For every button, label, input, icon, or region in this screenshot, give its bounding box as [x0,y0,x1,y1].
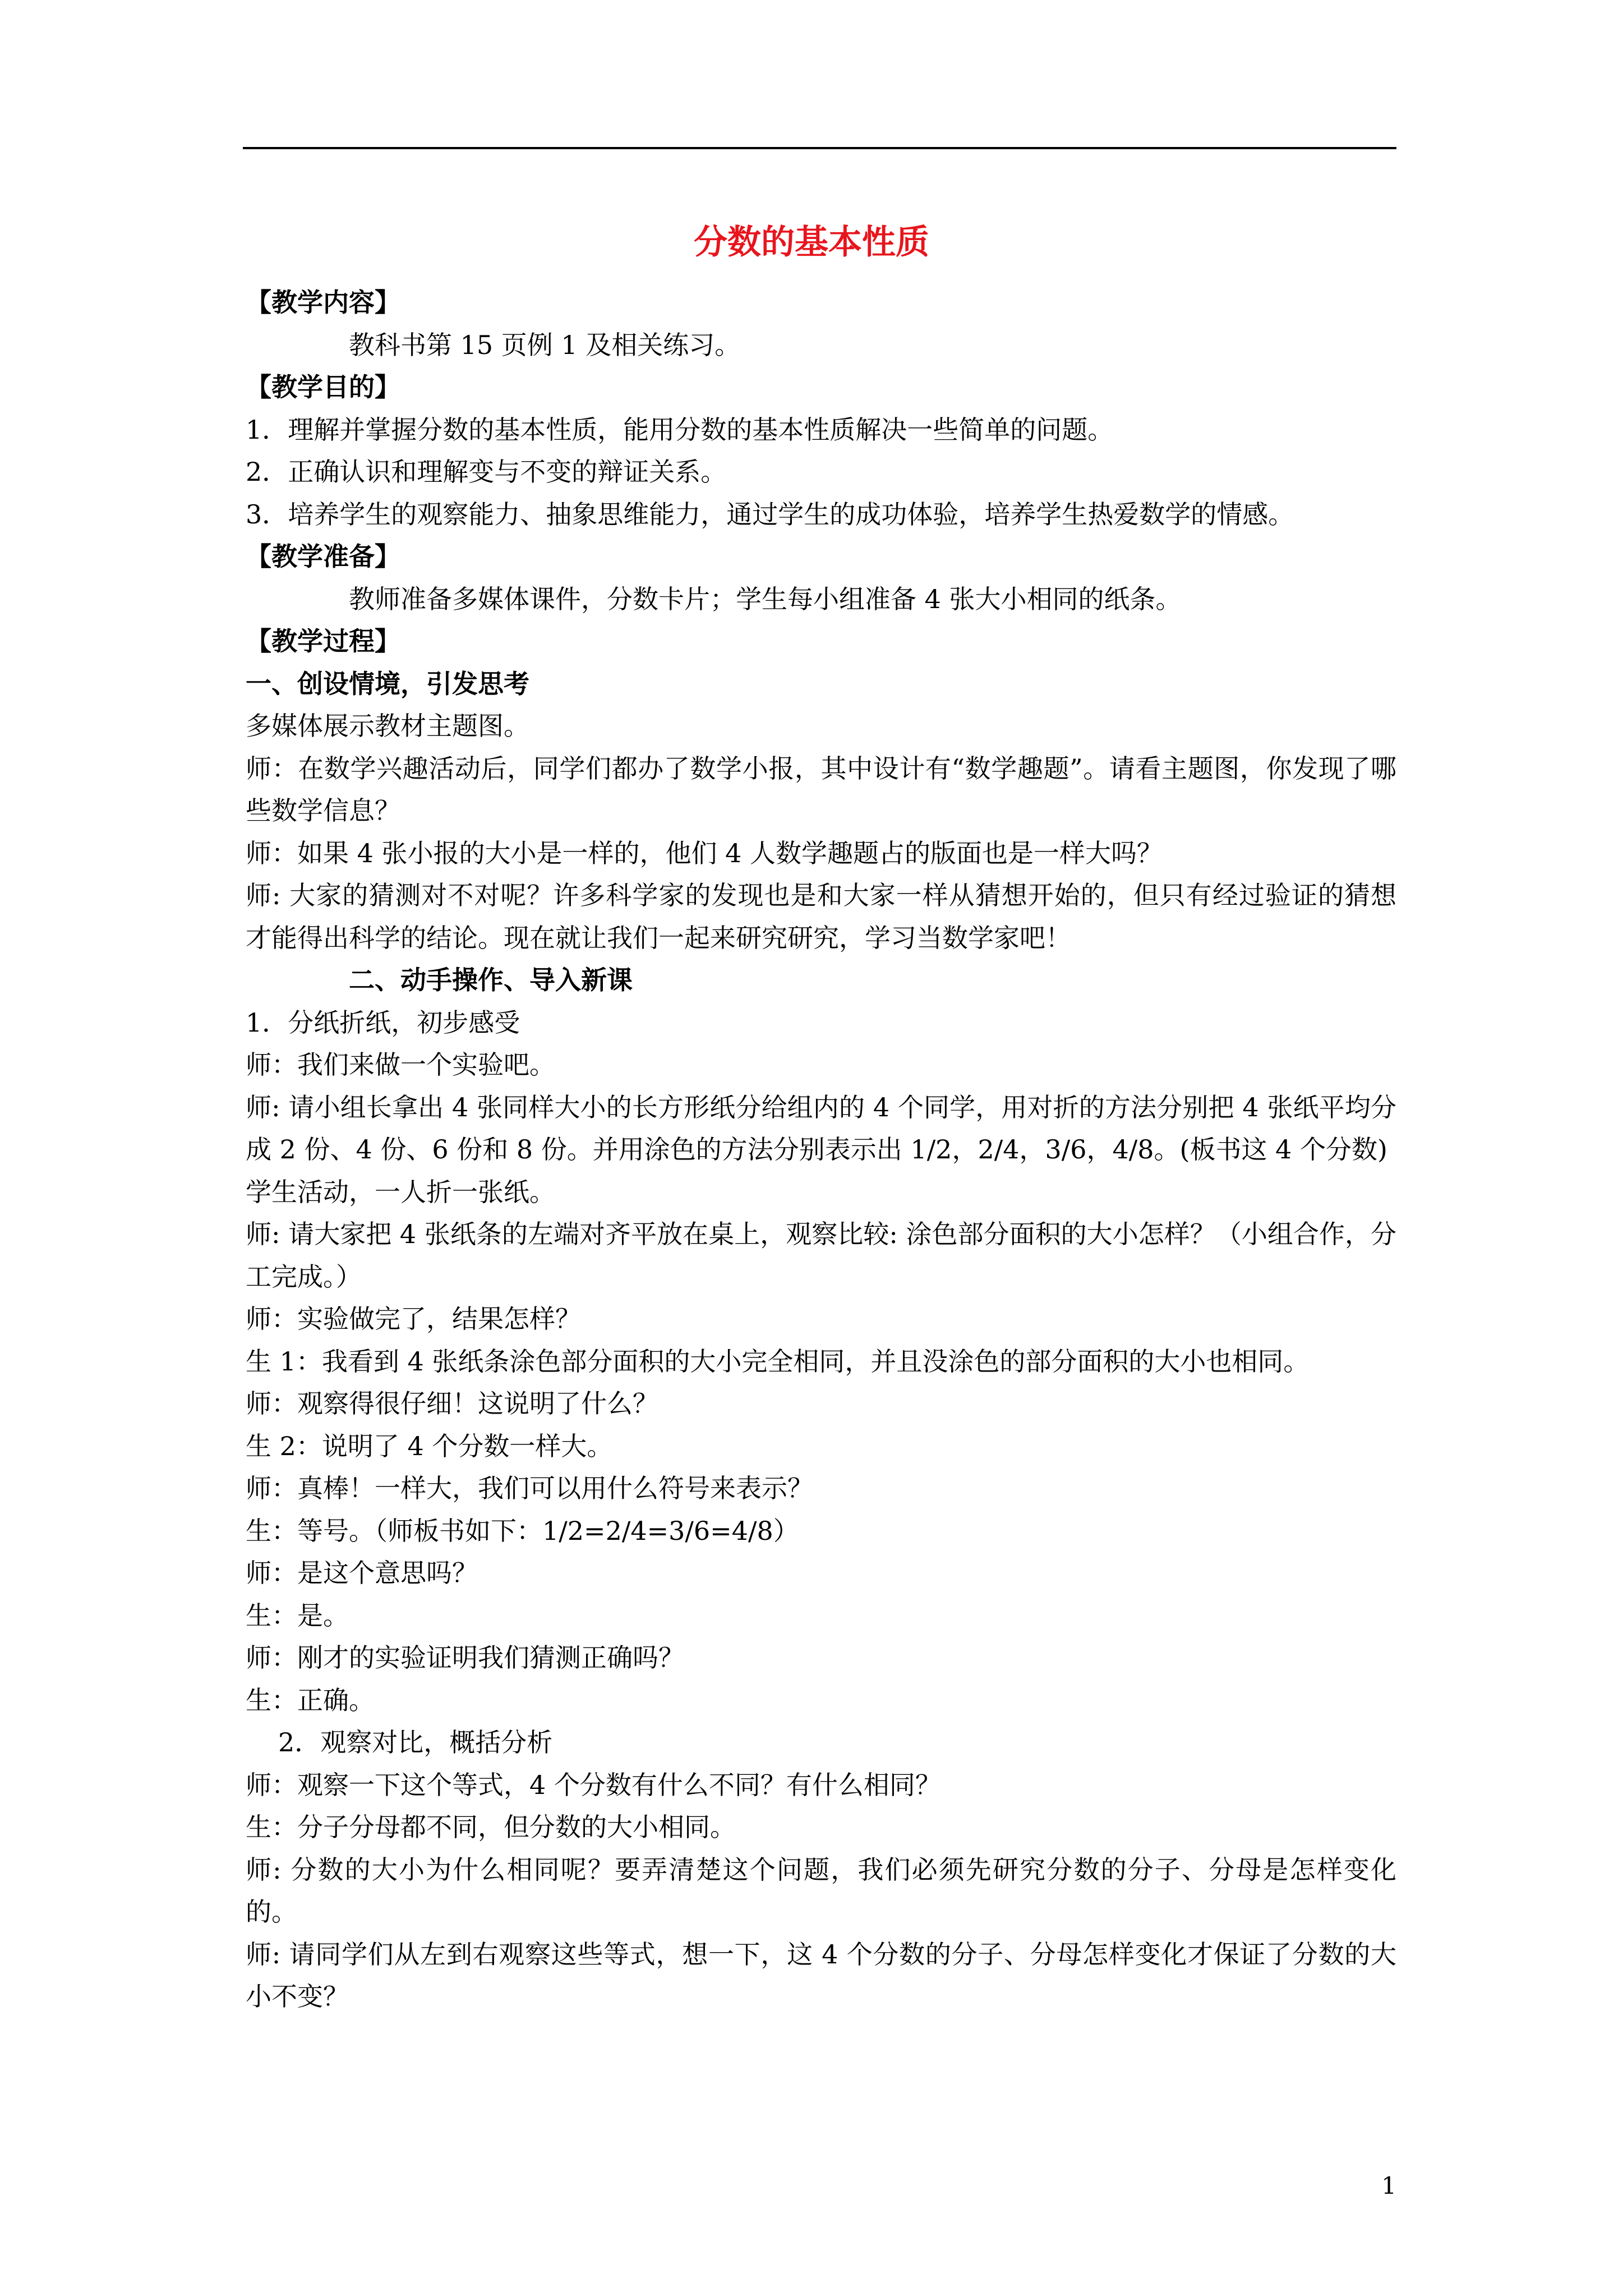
paragraph: 学生活动，一人折一张纸。 [246,1176,555,1207]
paragraph: 教师准备多媒体课件，分数卡片；学生每小组准备 4 张大小相同的纸条。 [349,583,1182,614]
list-item: 3．培养学生的观察能力、抽象思维能力，通过学生的成功体验，培养学生热爱数学的情感。 [246,499,1294,530]
section-heading: 【教学准备】 [246,541,400,572]
section-heading: 【教学过程】 [246,626,400,656]
dialogue-line: 生 2：说明了 4 个分数一样大。 [246,1430,613,1461]
dialogue-line: 师: 请大家把 4 张纸条的左端对齐平放在桌上，观察比较: 涂色部分面积的大小怎样？（小组合作，分工完成。） [246,1219,1396,1292]
dialogue-line: 生 1：我看到 4 张纸条涂色部分面积的大小完全相同，并且没涂色的部分面积的大小也相同。 [246,1346,1310,1377]
dialogue-line: 生：等号。（师板书如下：1/2=2/4=3/6=4/8） [246,1515,799,1546]
dialogue-line: 师：我们来做一个实验吧。 [246,1050,555,1080]
paragraph: 教科书第 15 页例 1 及相关练习。 [349,329,741,360]
section-heading: 【教学内容】 [246,287,400,318]
paragraph: 多媒体展示教材主题图。 [246,711,529,741]
dialogue-line: 生：分子分母都不同，但分数的大小相同。 [246,1812,736,1842]
dialogue-line: 师: 请同学们从左到右观察这些等式，想一下，这 4 个分数的分子、分母怎样变化才保证了分数的大小不变？ [246,1939,1396,2012]
list-item: 2．正确认识和理解变与不变的辩证关系。 [246,457,727,487]
step-heading: 2．观察对比，概括分析 [278,1727,553,1757]
page-title: 分数的基本性质 [694,223,929,262]
subsection-heading: 二、动手操作、导入新课 [349,965,633,995]
dialogue-line: 生：是。 [246,1600,349,1631]
dialogue-line: 师：实验做完了，结果怎样？ [246,1304,581,1334]
dialogue-line: 师: 请小组长拿出 4 张同样大小的长方形纸分给组内的 4 个同学，用对折的方法分别把 4 张纸平均分成 2 份、4 份、6 份和 8 份。并用涂色的方法分别表示出 1/2，2/4，3/6，4/8。(板书这 4 个分数) [246,1092,1396,1165]
header-rule [243,147,1396,149]
dialogue-line: 师：观察一下这个等式，4 个分数有什么不同？有什么相同？ [246,1769,941,1800]
step-heading: 1．分纸折纸，初步感受 [246,1007,520,1038]
dialogue-line: 师：观察得很仔细！这说明了什么？ [246,1388,658,1419]
dialogue-line: 师：如果 4 张小报的大小是一样的，他们 4 人数学趣题占的版面也是一样大吗？ [246,838,1163,868]
dialogue-line: 师：在数学兴趣活动后，同学们都办了数学小报，其中设计有“数学趣题”。请看主题图，你发现了哪些数学信息？ [246,753,1396,826]
page-number: 1 [1381,2172,1396,2200]
document-body [246,282,1396,2018]
dialogue-line: 师: 大家的猜测对不对呢？许多科学家的发现也是和大家一样从猜想开始的，但只有经过验证的猜想才能得出科学的结论。现在就让我们一起来研究研究，学习当数学家吧！ [246,880,1396,953]
subsection-heading: 一、创设情境，引发思考 [246,668,529,699]
section-heading: 【教学目的】 [246,372,400,402]
dialogue-line: 师：真棒！一样大，我们可以用什么符号来表示？ [246,1473,813,1503]
dialogue-line: 师：是这个意思吗？ [246,1558,478,1588]
dialogue-line: 师: 分数的大小为什么相同呢？要弄清楚这个问题，我们必须先研究分数的分子、分母是怎样变化的。 [246,1854,1396,1927]
list-item: 1．理解并掌握分数的基本性质，能用分数的基本性质解决一些简单的问题。 [246,414,1114,445]
dialogue-line: 生：正确。 [246,1685,375,1715]
dialogue-line: 师：刚才的实验证明我们猜测正确吗？ [246,1642,684,1673]
